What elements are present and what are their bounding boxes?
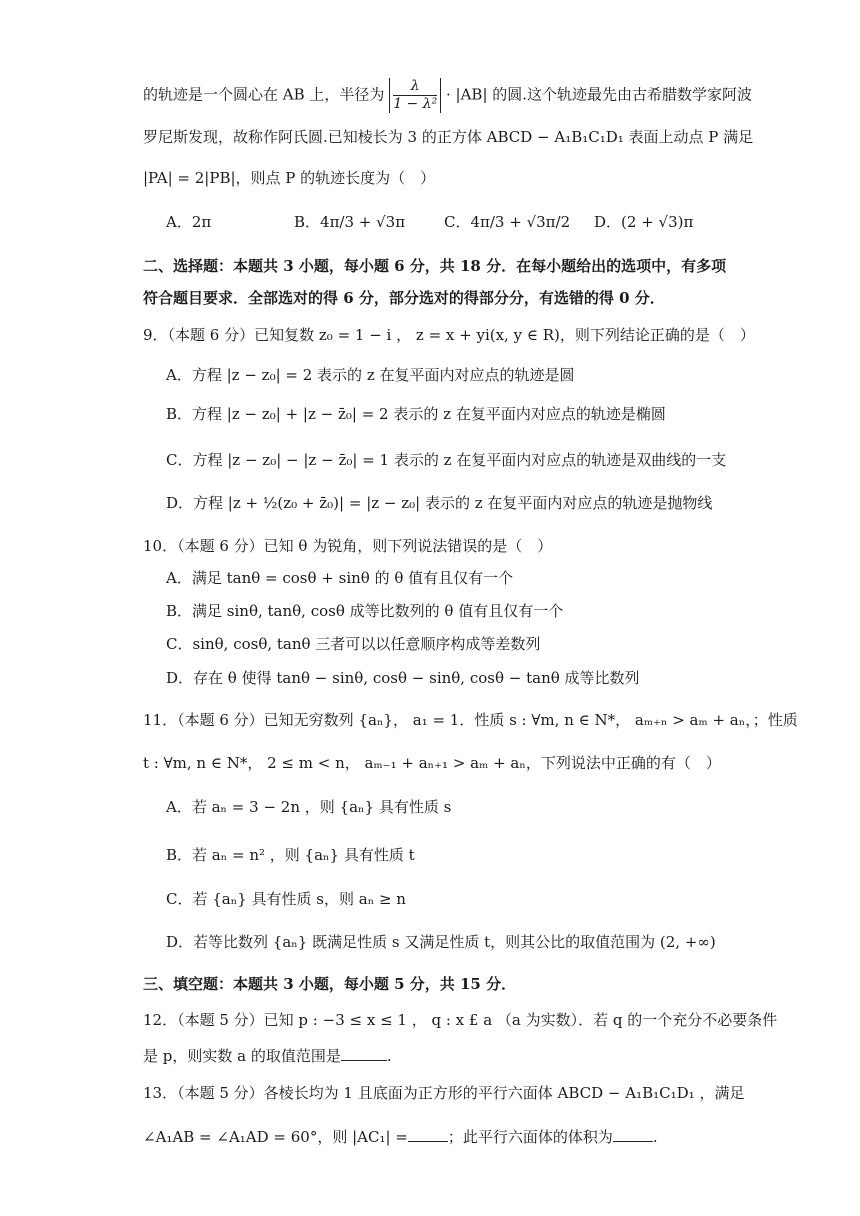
q10-stem: 10．（本题 6 分）已知 θ 为锐角，则下列说法错误的是（ ） <box>143 537 553 555</box>
q8-line-1-post: · |AB| 的圆.这个轨迹最先由古希腊数学家阿波 <box>446 85 753 104</box>
q8-line-3: |PA| = 2|PB|，则点 P 的轨迹长度为（ ） <box>143 169 436 187</box>
q10-option-c[interactable]: C．sinθ, cosθ, tanθ 三者可以以任意顺序构成等差数列 <box>166 635 541 653</box>
q8-option-b[interactable]: B．4π/3 + √3π <box>294 213 406 231</box>
q9-stem: 9．（本题 6 分）已知复数 z₀ = 1 − i ， z = x + yi(x, y ∈ R)，则下列结论正确的是（ ） <box>143 326 755 344</box>
q13-line-1: 13．（本题 5 分）各棱长均为 1 且底面为正方形的平行六面体 ABCD − A₁B₁C₁D₁ ，满足 <box>143 1084 745 1102</box>
q11-option-b[interactable]: B．若 aₙ = n² ，则 {aₙ} 具有性质 t <box>166 846 415 864</box>
q8-line-1 <box>143 78 752 113</box>
q12-line-2-text: 是 p，则实数 a 的取值范围是 <box>143 1047 341 1065</box>
q13-line-2-mid: ；此平行六面体的体积为 <box>447 1128 613 1146</box>
q12-answer-blank[interactable] <box>341 1046 387 1061</box>
q12-line-2 <box>143 1046 392 1066</box>
q12-line-1: 12．（本题 5 分）已知 p : −3 ≤ x ≤ 1 ， q : x £ a （a 为实数）．若 q 的一个充分不必要条件 <box>143 1011 778 1029</box>
section-2-heading: 二、选择题：本题共 3 小题，每小题 6 分，共 18 分．在每小题给出的选项中，有多项 <box>143 257 727 275</box>
q12-line-2-end: . <box>386 1047 392 1065</box>
q10-option-d[interactable]: D．存在 θ 使得 tanθ − sinθ, cosθ − sinθ, cosθ − tanθ 成等比数列 <box>166 669 640 687</box>
q8-option-c[interactable]: C．4π/3 + √3π/2 <box>444 213 571 231</box>
q9-option-b[interactable]: B．方程 |z − z₀| + |z − z̄₀| = 2 表示的 z 在复平面内对应点的轨迹是椭圆 <box>166 405 666 423</box>
q8-line-2: 罗尼斯发现，故称作阿氏圆.已知棱长为 3 的正方体 ABCD − A₁B₁C₁D₁ 表面上动点 P 满足 <box>143 128 754 146</box>
section-3-heading: 三、填空题：本题共 3 小题，每小题 5 分，共 15 分． <box>143 975 517 993</box>
q9-option-d[interactable]: D．方程 |z + ½(z₀ + z̄₀)| = |z − z₀| 表示的 z 在复平面内对应点的轨迹是抛物线 <box>166 494 713 512</box>
q9-option-c[interactable]: C．方程 |z − z₀| − |z − z̄₀| = 1 表示的 z 在复平面内对应点的轨迹是双曲线的一支 <box>166 451 727 469</box>
q10-option-b[interactable]: B．满足 sinθ, tanθ, cosθ 成等比数列的 θ 值有且仅有一个 <box>166 602 564 620</box>
q10-option-a[interactable]: A．满足 tanθ = cosθ + sinθ 的 θ 值有且仅有一个 <box>166 569 514 587</box>
radius-fraction <box>389 78 441 113</box>
q11-option-c[interactable]: C．若 {aₙ} 具有性质 s，则 aₙ ≥ n <box>166 890 406 908</box>
q13-line-2 <box>143 1127 658 1147</box>
q11-stem-line-1: 11．（本题 6 分）已知无穷数列 {aₙ}， a₁ = 1．性质 s : ∀m, n ∈ N*， aₘ₊ₙ > aₘ + aₙ，；性质 <box>143 711 798 729</box>
q8-option-d[interactable]: D．(2 + √3)π <box>594 213 694 231</box>
q11-option-a[interactable]: A．若 aₙ = 3 − 2n ，则 {aₙ} 具有性质 s <box>166 798 452 816</box>
q13-answer-blank-1[interactable] <box>408 1127 448 1142</box>
q9-option-a[interactable]: A．方程 |z − z₀| = 2 表示的 z 在复平面内对应点的轨迹是圆 <box>166 366 575 384</box>
radius-numerator: λ <box>410 78 420 94</box>
q13-line-2-end: . <box>652 1128 658 1146</box>
q11-option-d[interactable]: D．若等比数列 {aₙ} 既满足性质 s 又满足性质 t，则其公比的取值范围为 (2, +∞) <box>166 933 716 951</box>
q8-option-a[interactable]: A．2π <box>166 213 212 231</box>
radius-denominator: 1 − λ² <box>393 96 438 112</box>
q11-stem-line-2: t : ∀m, n ∈ N*， 2 ≤ m < n， aₘ₋₁ + aₙ₊₁ > aₘ + aₙ，下列说法中正确的有（ ） <box>143 754 721 772</box>
section-2-heading-cont: 符合题目要求．全部选对的得 6 分，部分选对的得部分分，有选错的得 0 分． <box>143 289 665 307</box>
q8-line-1-pre: 的轨迹是一个圆心在 AB 上，半径为 <box>143 85 385 104</box>
q13-answer-blank-2[interactable] <box>613 1127 653 1142</box>
q13-line-2-text: ∠A₁AB = ∠A₁AD = 60°，则 |AC₁| = <box>143 1128 408 1146</box>
